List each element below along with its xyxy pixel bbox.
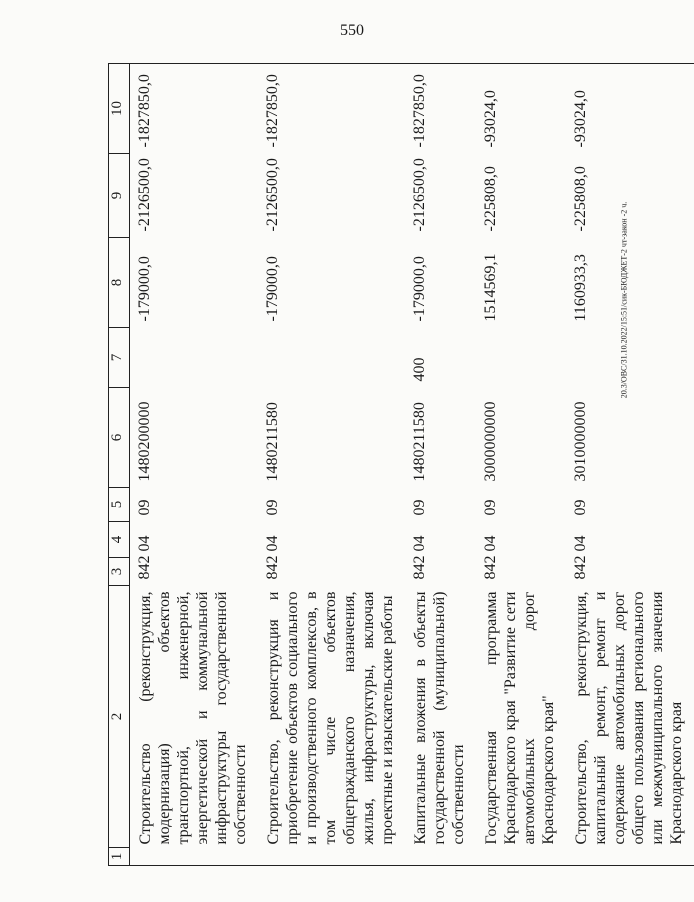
amount-col-8: 1160933,3 [572,254,589,322]
row-number [258,848,405,866]
expense-type-code [566,328,694,388]
ministry-code: 842 [411,555,428,580]
table-row [476,64,566,866]
ministry-code: 842 [264,555,281,580]
amount-col-10: -1827850,0 [258,64,405,154]
amount-col-9: -2126500,0 [264,158,281,232]
header-row [109,64,130,866]
expense-type-code [476,328,566,388]
section-code: 04 [482,535,499,552]
subsection-code: 09 [572,499,589,516]
row-description: Строительство, реконструкция, капитальный ремонт, ремонт и содержание автомобильных дорог общего пользования регионального или межмуниципального значения Краснодарского края [573,591,685,845]
table-row [405,64,476,866]
table-row [258,64,405,866]
target-article-code: 3000000000 [482,401,499,482]
amount-col-8: -179000,0 [411,256,428,322]
target-article-code: 1480200000 [136,401,153,482]
expense-type-code [130,328,259,388]
amount-col-9: -225808,0 [572,166,589,232]
section-code: 04 [572,535,589,552]
header-cell-5: 5 [109,488,130,522]
amount-col-9: -2126500,0 [136,158,153,232]
header-cell-10: 10 [109,64,130,154]
ministry-code: 842 [482,555,499,580]
subsection-code: 09 [264,499,281,516]
page-number: 550 [340,22,364,39]
subsection-code: 09 [411,499,428,516]
amount-col-9: -2126500,0 [411,158,428,232]
target-article-code: 3010000000 [572,401,589,482]
amount-col-8: 1514569,1 [482,253,499,322]
subsection-code: 09 [482,499,499,516]
section-code: 04 [264,535,281,552]
section-code: 04 [411,535,428,552]
row-number [130,848,259,866]
ministry-code: 842 [572,555,589,580]
row-description: Строительство (реконструкция, модернизация) объектов транспортной, инженерной, энергетической и коммунальной инфраструктуры государственной собственности [137,591,249,845]
amount-col-8: -179000,0 [136,256,153,322]
target-article-code: 1480211580 [264,402,281,482]
budget-table [108,63,694,866]
amount-col-10: -1827850,0 [130,64,259,154]
amount-col-10: -93024,0 [566,64,694,154]
amount-col-10: -1827850,0 [405,64,476,154]
amount-col-10: -93024,0 [476,64,566,154]
header-cell-6: 6 [109,388,130,488]
row-number [476,848,566,866]
header-cell-2: 2 [109,586,130,848]
section-code: 04 [136,535,153,552]
expense-type-code: 400 [411,357,428,382]
side-note-text: 20.3/ОВС/31.10.2022/15:51/сик-БЮДЖЕТ-2 чт-закон -2 ч. [619,201,629,399]
target-article-code: 1480211580 [411,402,428,482]
header-cell-8: 8 [109,238,130,328]
header-cell-3: 3 [109,558,130,586]
subsection-code: 09 [136,499,153,516]
table-row [130,64,259,866]
table-row [566,64,694,866]
row-number [405,848,476,866]
row-description: Государственная программа Краснодарского края "Развитие сети автомобильных дорог Краснодарского края" [483,591,557,845]
row-description: Капитальные вложения в объекты государственной (муниципальной) собственности [412,591,467,845]
amount-col-8: -179000,0 [264,256,281,322]
header-cell-7: 7 [109,328,130,388]
header-cell-1: 1 [109,848,130,866]
expense-type-code [258,328,405,388]
row-number [566,848,694,866]
header-cell-4: 4 [109,522,130,558]
ministry-code: 842 [136,555,153,580]
amount-col-9: -225808,0 [482,166,499,232]
row-description: Строительство, реконструкция и приобретение объектов социального и производственного комплексов, в том числе объектов общегражданского назначения, жилья, инфраструктуры, включая проектные и изыскательские работы [265,591,396,845]
header-cell-9: 9 [109,154,130,238]
